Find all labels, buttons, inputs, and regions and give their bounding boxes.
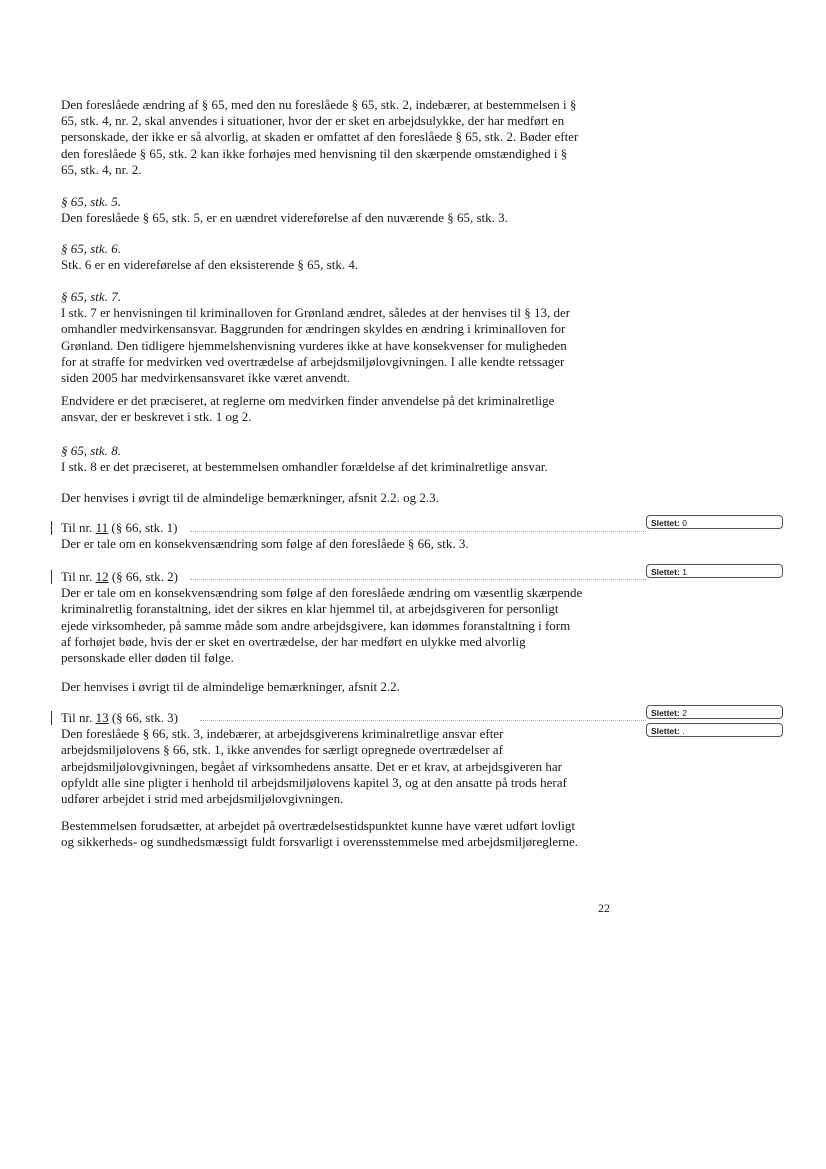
heading-prefix: Til nr.	[61, 710, 96, 725]
deletion-balloon[interactable]	[646, 723, 783, 737]
change-bar	[51, 570, 52, 584]
section-stk6	[61, 241, 621, 273]
text-line: Bestemmelsen forudsætter, at arbejdet på overtrædelsestidspunktet kunne have været udført lovligt	[61, 818, 575, 833]
text-line: udfører arbejdet i strid med arbejdsmiljølovgivningen.	[61, 791, 344, 807]
section-stk7	[61, 289, 621, 386]
text-line: Den foreslåede ændring af § 65, med den nu foreslåede § 65, stk. 2, indebærer, at bestemmelsen i §	[61, 97, 577, 112]
text-line: Endvidere er det præciseret, at reglerne om medvirken finder anvendelse på det kriminalretlige	[61, 393, 555, 408]
section-stk8	[61, 443, 621, 475]
text-line: personskade, der ikke er så alvorlig, at skaden er omfattet af den foreslåede § 65, stk. 2. Bøder efter	[61, 129, 579, 145]
text-line: Der henvises i øvrigt til de almindelige bemærkninger, afsnit 2.2. og 2.3.	[61, 490, 439, 505]
section-nr13	[61, 710, 621, 807]
text-line: arbejdsmiljølovens § 66, stk. 1, ikke anvendes for særligt opregnede overtrædelser af	[61, 742, 503, 758]
inserted-number: 11	[95, 520, 109, 535]
text-line: Der henvises i øvrigt til de almindelige bemærkninger, afsnit 2.2.	[61, 679, 400, 694]
page-number: 22	[598, 901, 610, 915]
inserted-number: 13	[95, 710, 109, 725]
section-heading: § 65, stk. 8.	[61, 443, 121, 458]
inserted-number: 12	[95, 569, 109, 584]
balloon-value: 1	[682, 567, 687, 577]
text-line: ansvar, der er beskrevet i stk. 1 og 2.	[61, 409, 252, 425]
balloon-label: Slettet:	[651, 518, 680, 528]
text-line: Den foreslåede § 66, stk. 3, indebærer, at arbejdsgiverens kriminalretlige ansvar efter	[61, 726, 504, 742]
heading-suffix: (§ 66, stk. 3)	[108, 710, 178, 725]
section-heading: § 65, stk. 6.	[61, 241, 121, 256]
heading-prefix: Til nr.	[61, 520, 96, 535]
text-line: Grønland. Den tidligere hjemmelshenvisning vurderes ikke at have konsekvenser for muligheden	[61, 337, 567, 353]
text-line: den foreslåede § 65, stk. 2 kan ikke forhøjes med henvisning til den skærpende omstændighed i §	[61, 145, 568, 161]
change-bar	[51, 521, 52, 535]
section-heading: § 65, stk. 5.	[61, 194, 121, 209]
section-stk5	[61, 194, 621, 226]
text-line: Der er tale om en konsekvensændring som følge af den foreslåede § 66, stk. 3.	[61, 536, 469, 552]
text-line: for at straffe for medvirken ved overtrædelse af arbejdsmiljølovgivningen. I alle kendte retssager	[61, 353, 565, 369]
section-nr11	[61, 520, 621, 552]
text-line: arbejdsmiljølovgivningen, begået af virksomhedens ansatte. Det er et krav, at arbejdsgiveren har	[61, 758, 562, 774]
change-bar	[51, 711, 52, 725]
deletion-balloon[interactable]	[646, 515, 783, 529]
paragraph-henvises-1	[61, 490, 621, 506]
heading-suffix: (§ 66, stk. 2)	[108, 569, 178, 584]
text-line: Der er tale om en konsekvensændring som følge af den foreslåede ændring om væsentlig skærpende	[61, 585, 583, 601]
text-line: Den foreslåede § 65, stk. 5, er en uændret videreførelse af den nuværende § 65, stk. 3.	[61, 210, 508, 226]
text-line: ejede virksomheder, på samme måde som andre arbejdsgivere, kan idømmes foranstaltning i form	[61, 617, 571, 633]
text-line: 65, stk. 4, nr. 2, skal anvendes i situationer, hvor der er sket en arbejdsulykke, der har medført en	[61, 113, 565, 129]
text-line: 65, stk. 4, nr. 2.	[61, 161, 142, 177]
text-line: opfyldt alle sine pligter i henhold til arbejdsmiljølovens kapitel 3, og at den ansatte på trods heraf	[61, 774, 567, 790]
section-heading: § 65, stk. 7.	[61, 289, 121, 304]
paragraph-forudsaetter	[61, 818, 621, 850]
text-line: kriminalretlig foranstaltning, idet der sikres en klar hjemmel til, at arbejdsgiveren for personligt	[61, 601, 559, 617]
section-heading	[61, 569, 621, 585]
section-heading	[61, 520, 621, 536]
deletion-balloon[interactable]	[646, 705, 783, 719]
comment-connector	[200, 720, 646, 721]
comment-connector	[190, 579, 646, 580]
paragraph-henvises-2	[61, 679, 621, 695]
section-heading	[61, 710, 621, 726]
heading-prefix: Til nr.	[61, 569, 96, 584]
balloon-label: Slettet:	[651, 708, 680, 718]
balloon-value: .	[682, 726, 685, 736]
text-line: af forhøjet bøde, hvis der er sket en overtrædelse, der har medført en ulykke med alvorlig	[61, 633, 526, 649]
paragraph-intro	[61, 97, 621, 178]
balloon-value: 0	[682, 518, 687, 528]
text-line: og sikkerheds- og sundhedsmæssigt fuldt forsvarligt i overensstemmelse med arbejdsmiljøreglerne.	[61, 834, 579, 850]
text-line: Stk. 6 er en videreførelse af den eksisterende § 65, stk. 4.	[61, 257, 359, 273]
heading-suffix: (§ 66, stk. 1)	[108, 520, 178, 535]
text-line: omhandler medvirkensansvar. Baggrunden for ændringen skyldes en ændring i kriminalloven for	[61, 321, 566, 337]
comment-connector	[190, 531, 646, 532]
balloon-label: Slettet:	[651, 567, 680, 577]
text-line: personskade eller døden til følge.	[61, 650, 234, 666]
paragraph-endvidere	[61, 393, 621, 425]
text-line: siden 2005 har medvirkensansvaret ikke været anvendt.	[61, 370, 351, 386]
text-line: I stk. 8 er det præciseret, at bestemmelsen omhandler forældelse af det kriminalretlige ansvar.	[61, 459, 548, 475]
deletion-balloon[interactable]	[646, 564, 783, 578]
section-nr12	[61, 569, 621, 666]
balloon-value: 2	[682, 708, 687, 718]
text-line: I stk. 7 er henvisningen til kriminalloven for Grønland ændret, således at der henvises til § 13, der	[61, 305, 571, 321]
balloon-label: Slettet:	[651, 726, 680, 736]
